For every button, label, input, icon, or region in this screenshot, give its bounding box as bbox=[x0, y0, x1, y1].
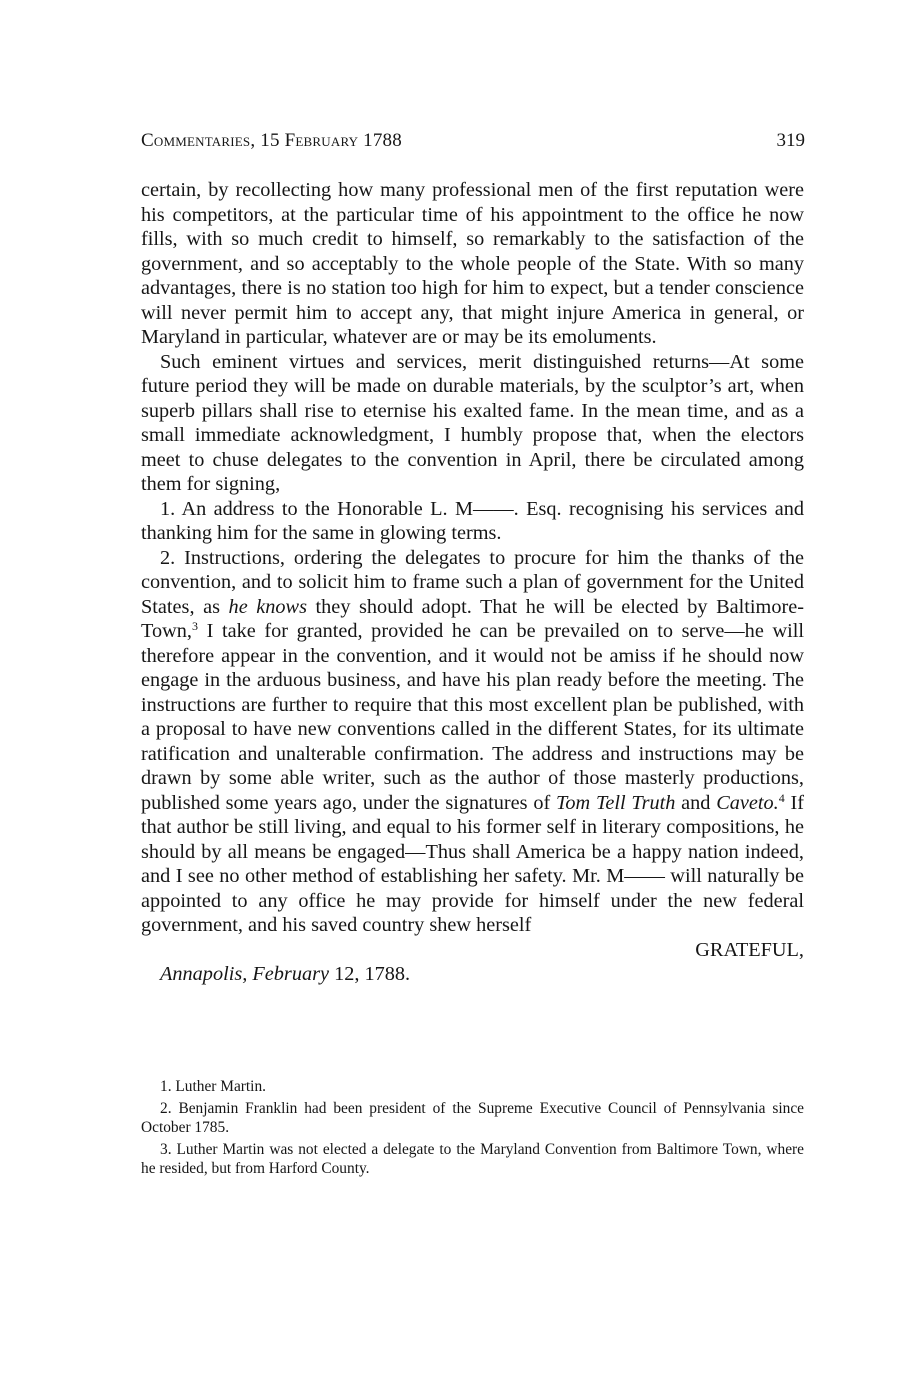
running-head: Commentaries, 15 February 1788 bbox=[141, 130, 402, 151]
body-text bbox=[141, 178, 804, 987]
paragraph-4-part-a: 2. Instructions, ordering the delegates to procure for him the thanks of the convention, and to solicit him to frame such a plan of government for the United States, as bbox=[141, 546, 804, 618]
paragraph-4 bbox=[141, 546, 804, 938]
dateline bbox=[141, 962, 804, 987]
paragraph-1: certain, by recollecting how many professional men of the first reputation were his competitors, at the particular time of his appointment to the office he now fills, with so much credit to himself, so remarkably to the satisfaction of the government, and so acceptably to the whole people of the State. With so many advantages, there is no station too high for him to expect, but a tender conscience will never permit him to accept any, that might injure America in general, or Maryland in particular, whatever are or may be its emoluments. bbox=[141, 179, 804, 348]
footnote-1: 1. Luther Martin. bbox=[160, 1078, 266, 1095]
paragraph-4-part-c: I take for granted, provided he can be prevailed on to serve—he will therefore appear in the convention, and it would not be amiss if he should now engage in the arduous business, and have his plan ready before the meeting. The instructions are further to require that this most excellent plan be published, with a proposal to have new conventions called in the different States, for its ultimate ratification and unalterable confirmation. The address and instructions may be drawn by some able writer, such as the author of those masterly productions, published some years ago, under the signatures of bbox=[141, 620, 804, 814]
footnote-ref-3: 3 bbox=[191, 619, 198, 633]
title-tom-tell-truth: Tom Tell Truth bbox=[556, 791, 676, 814]
page-number: 319 bbox=[776, 130, 805, 151]
paragraph-4-part-d: If that author be still living, and equal to his former self in literary compositions, he should by all means be engaged—Thus shall America be a happy nation indeed, and I see no other method of establishing her safety. Mr. M—— will naturally be appointed to any office he may provide for himself under the new federal government, and his saved country shew herself bbox=[141, 791, 805, 936]
footnote-3: 3. Luther Martin was not elected a delegate to the Maryland Convention from Baltimore Town, where he resided, but from Harford County. bbox=[141, 1141, 804, 1177]
emphasis-he-knows: he knows bbox=[228, 595, 307, 618]
paragraph-4-part-b: they should adopt. That he will be elected by Baltimore-Town, bbox=[141, 595, 804, 642]
paragraph-3: 1. An address to the Honorable L. M——. Esq. recognising his services and thanking him for the same in glowing terms. bbox=[141, 497, 804, 544]
paragraph-2: Such eminent virtues and services, merit distinguished returns—At some future period they will be made on durable materials, by the sculptor’s art, when superb pillars shall rise to eternise his exalted fame. In the mean time, and as a small immediate acknowledgment, I humbly propose that, when the electors meet to chuse delegates to the convention in April, there be circulated among them for signing, bbox=[141, 350, 804, 495]
page-header bbox=[141, 130, 805, 156]
paragraph-4-and: and bbox=[675, 791, 717, 814]
footnote-2: 2. Benjamin Franklin had been president of the Supreme Executive Council of Pennsylvania since October 1785. bbox=[141, 1100, 804, 1136]
dateline-date: 12, 1788. bbox=[329, 963, 411, 985]
title-caveto: Caveto. bbox=[716, 791, 779, 814]
footnote-ref-4: 4 bbox=[778, 790, 785, 805]
footnotes bbox=[141, 1077, 804, 1181]
dateline-place: Annapolis, February bbox=[160, 963, 329, 985]
signature: GRATEFUL, bbox=[695, 938, 804, 961]
